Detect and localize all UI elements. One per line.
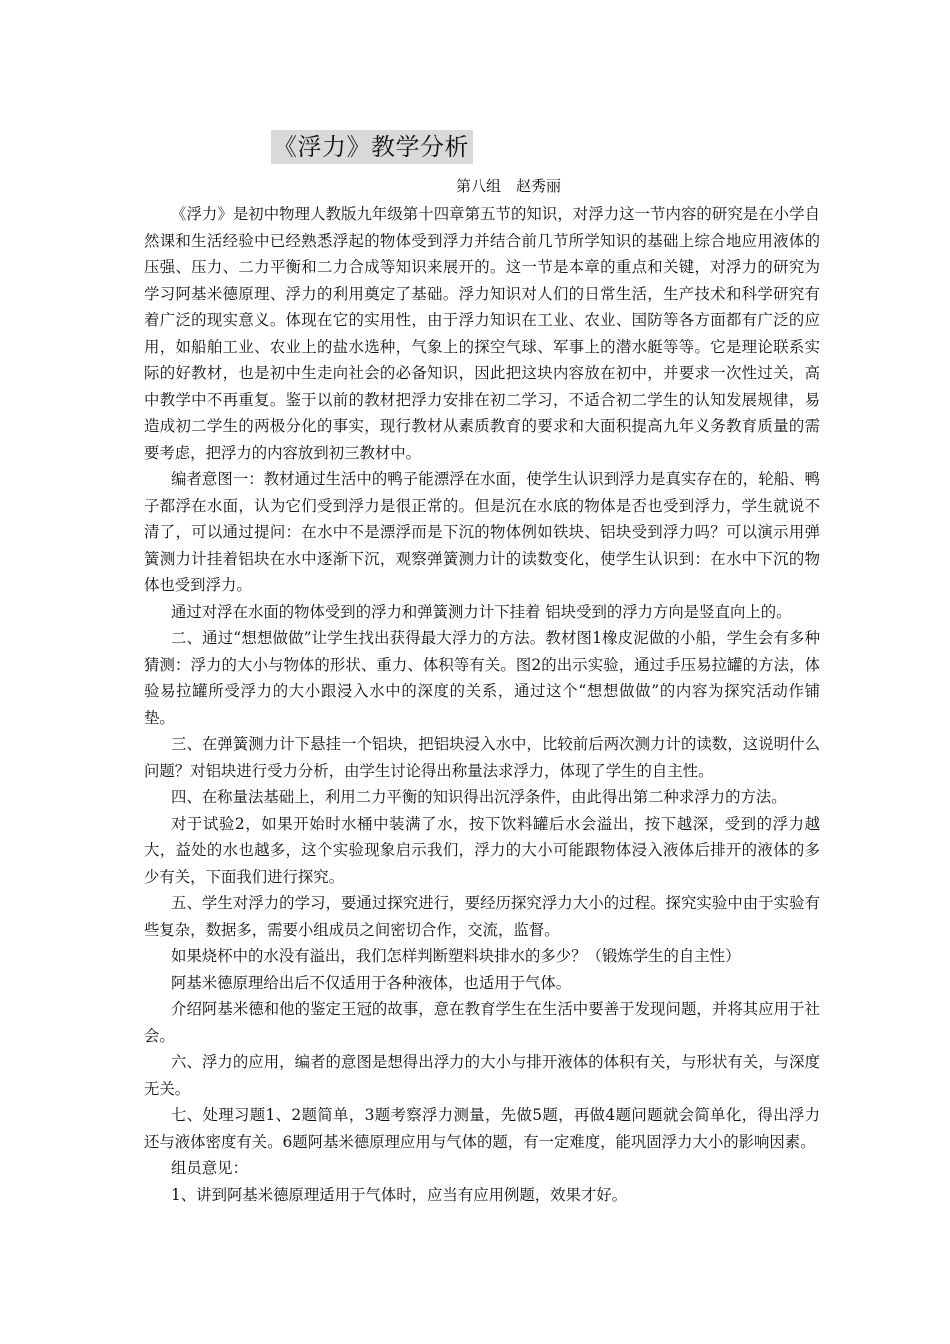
paragraph-section-2: 二、通过“想想做做”让学生找出获得最大浮力的方法。教材图1橡皮泥做的小船，学生会有多种猜测：浮力的大小与物体的形状、重力、体积等有关。图2的出示实验，通过手压易拉罐的方法，体验易拉罐所受浮力的大小跟浸入水中的深度的关系，通过这个“想想做做”的内容为探究活动作铺垫。 (144, 629, 820, 727)
paragraph-section-7: 七、处理习题1、2题简单，3题考察浮力测量，先做5题，再做4题问题就会简单化，得出浮力还与液体密度有关。6题阿基米德原理应用与气体的题，有一定难度，能巩固浮力大小的影响因素。 (144, 1106, 820, 1151)
paragraph-section-6: 六、浮力的应用，编者的意图是想得出浮力的大小与排开液体的体积有关，与形状有关，与深度无关。 (144, 1053, 820, 1098)
paragraph-question: 如果烧杯中的水没有溢出，我们怎样判断塑料块排水的多少？（锻炼学生的自主性） (171, 947, 741, 965)
paragraph-intro: 《浮力》是初中物理人教版九年级第十四章第五节的知识，对浮力这一节内容的研究是在小学自然课和生活经验中已经熟悉浮起的物体受到浮力并结合前几节所学知识的基础上综合地应用液体的压强、压力、二力平衡和二力合成等知识来展开的。这一节是本章的重点和关键，对浮力的研究为学习阿基米德原理、浮力的利用奠定了基础。浮力知识对人们的日常生活，生产技术和科学研究有着广泛的现实意义。体现在它的实用性，由于浮力知识在工业、农业、国防等各方面都有广泛的应用，如船舶工业、农业上的盐水选种，气象上的探空气球、军事上的潜水艇等等。它是理论联系实际的好教材，也是初中生走向社会的必备知识，因此把这块内容放在初中，并要求一次性过关，高中教学中不再重复。鉴于以前的教材把浮力安排在初二学习，不适合初二学生的认知发展规律，易造成初二学生的两极分化的事实，现行教材从素质教育的要求和大面积提高九年义务教育质量的需要考虑，把浮力的内容放到初三教材中。 (144, 205, 820, 462)
paragraph-section-4: 四、在称量法基础上，利用二力平衡的知识得出沉浮条件，由此得出第二种求浮力的方法。 (171, 788, 787, 806)
paragraph-opinions-heading: 组员意见： (171, 1159, 248, 1177)
paragraph-intent-1: 编者意图一：教材通过生活中的鸭子能漂浮在水面，使学生认识到浮力是真实存在的，轮船、鸭子都浮在水面，认为它们受到浮力是很正常的。但是沉在水底的物体是否也受到浮力，学生就说不清了，可以通过提问：在水中不是漂浮而是下沉的物体例如铁块、铝块受到浮力吗？可以演示用弹簧测力计挂着铝块在水中逐渐下沉，观察弹簧测力计的读数变化，使学生认识到：在水中下沉的物体也受到浮力。 (144, 470, 820, 594)
paragraph-archimedes: 阿基米德原理给出后不仅适用于各种液体，也适用于气体。 (171, 973, 572, 992)
paragraph-story: 介绍阿基米德和他的鉴定王冠的故事，意在教育学生在生活中要善于发现问题，并将其应用于社会。 (144, 1000, 820, 1045)
document-body (144, 201, 820, 1208)
author-line: 第八组 赵秀丽 (456, 177, 562, 195)
paragraph-section-5: 五、学生对浮力的学习，要通过探究进行，要经历探究浮力大小的过程。探究实验中由于实验有些复杂，数据多，需要小组成员之间密切合作，交流，监督。 (144, 894, 820, 939)
paragraph-opinion-1: 1、讲到阿基米德原理适用于气体时，应当有应用例题，效果才好。 (171, 1185, 628, 1204)
paragraph-experiment-2: 对于试验2，如果开始时水桶中装满了水，按下饮料罐后水会溢出，按下越深，受到的浮力越大，益处的水也越多，这个实验现象启示我们，浮力的大小可能跟物体浸入液体后排开的液体的多少有关，下面我们进行探究。 (144, 814, 820, 886)
document-title: 《浮力》教学分析 (271, 130, 473, 164)
paragraph-section-3: 三、在弹簧测力计下悬挂一个铝块，把铝块浸入水中，比较前后两次测力计的读数，这说明什么问题？对铝块进行受力分析，由学生讨论得出称量法求浮力，体现了学生的自主性。 (144, 735, 820, 780)
paragraph-direction: 通过对浮在水面的物体受到的浮力和弹簧测力计下挂着 铝块受到的浮力方向是竖直向上的。 (171, 602, 792, 621)
